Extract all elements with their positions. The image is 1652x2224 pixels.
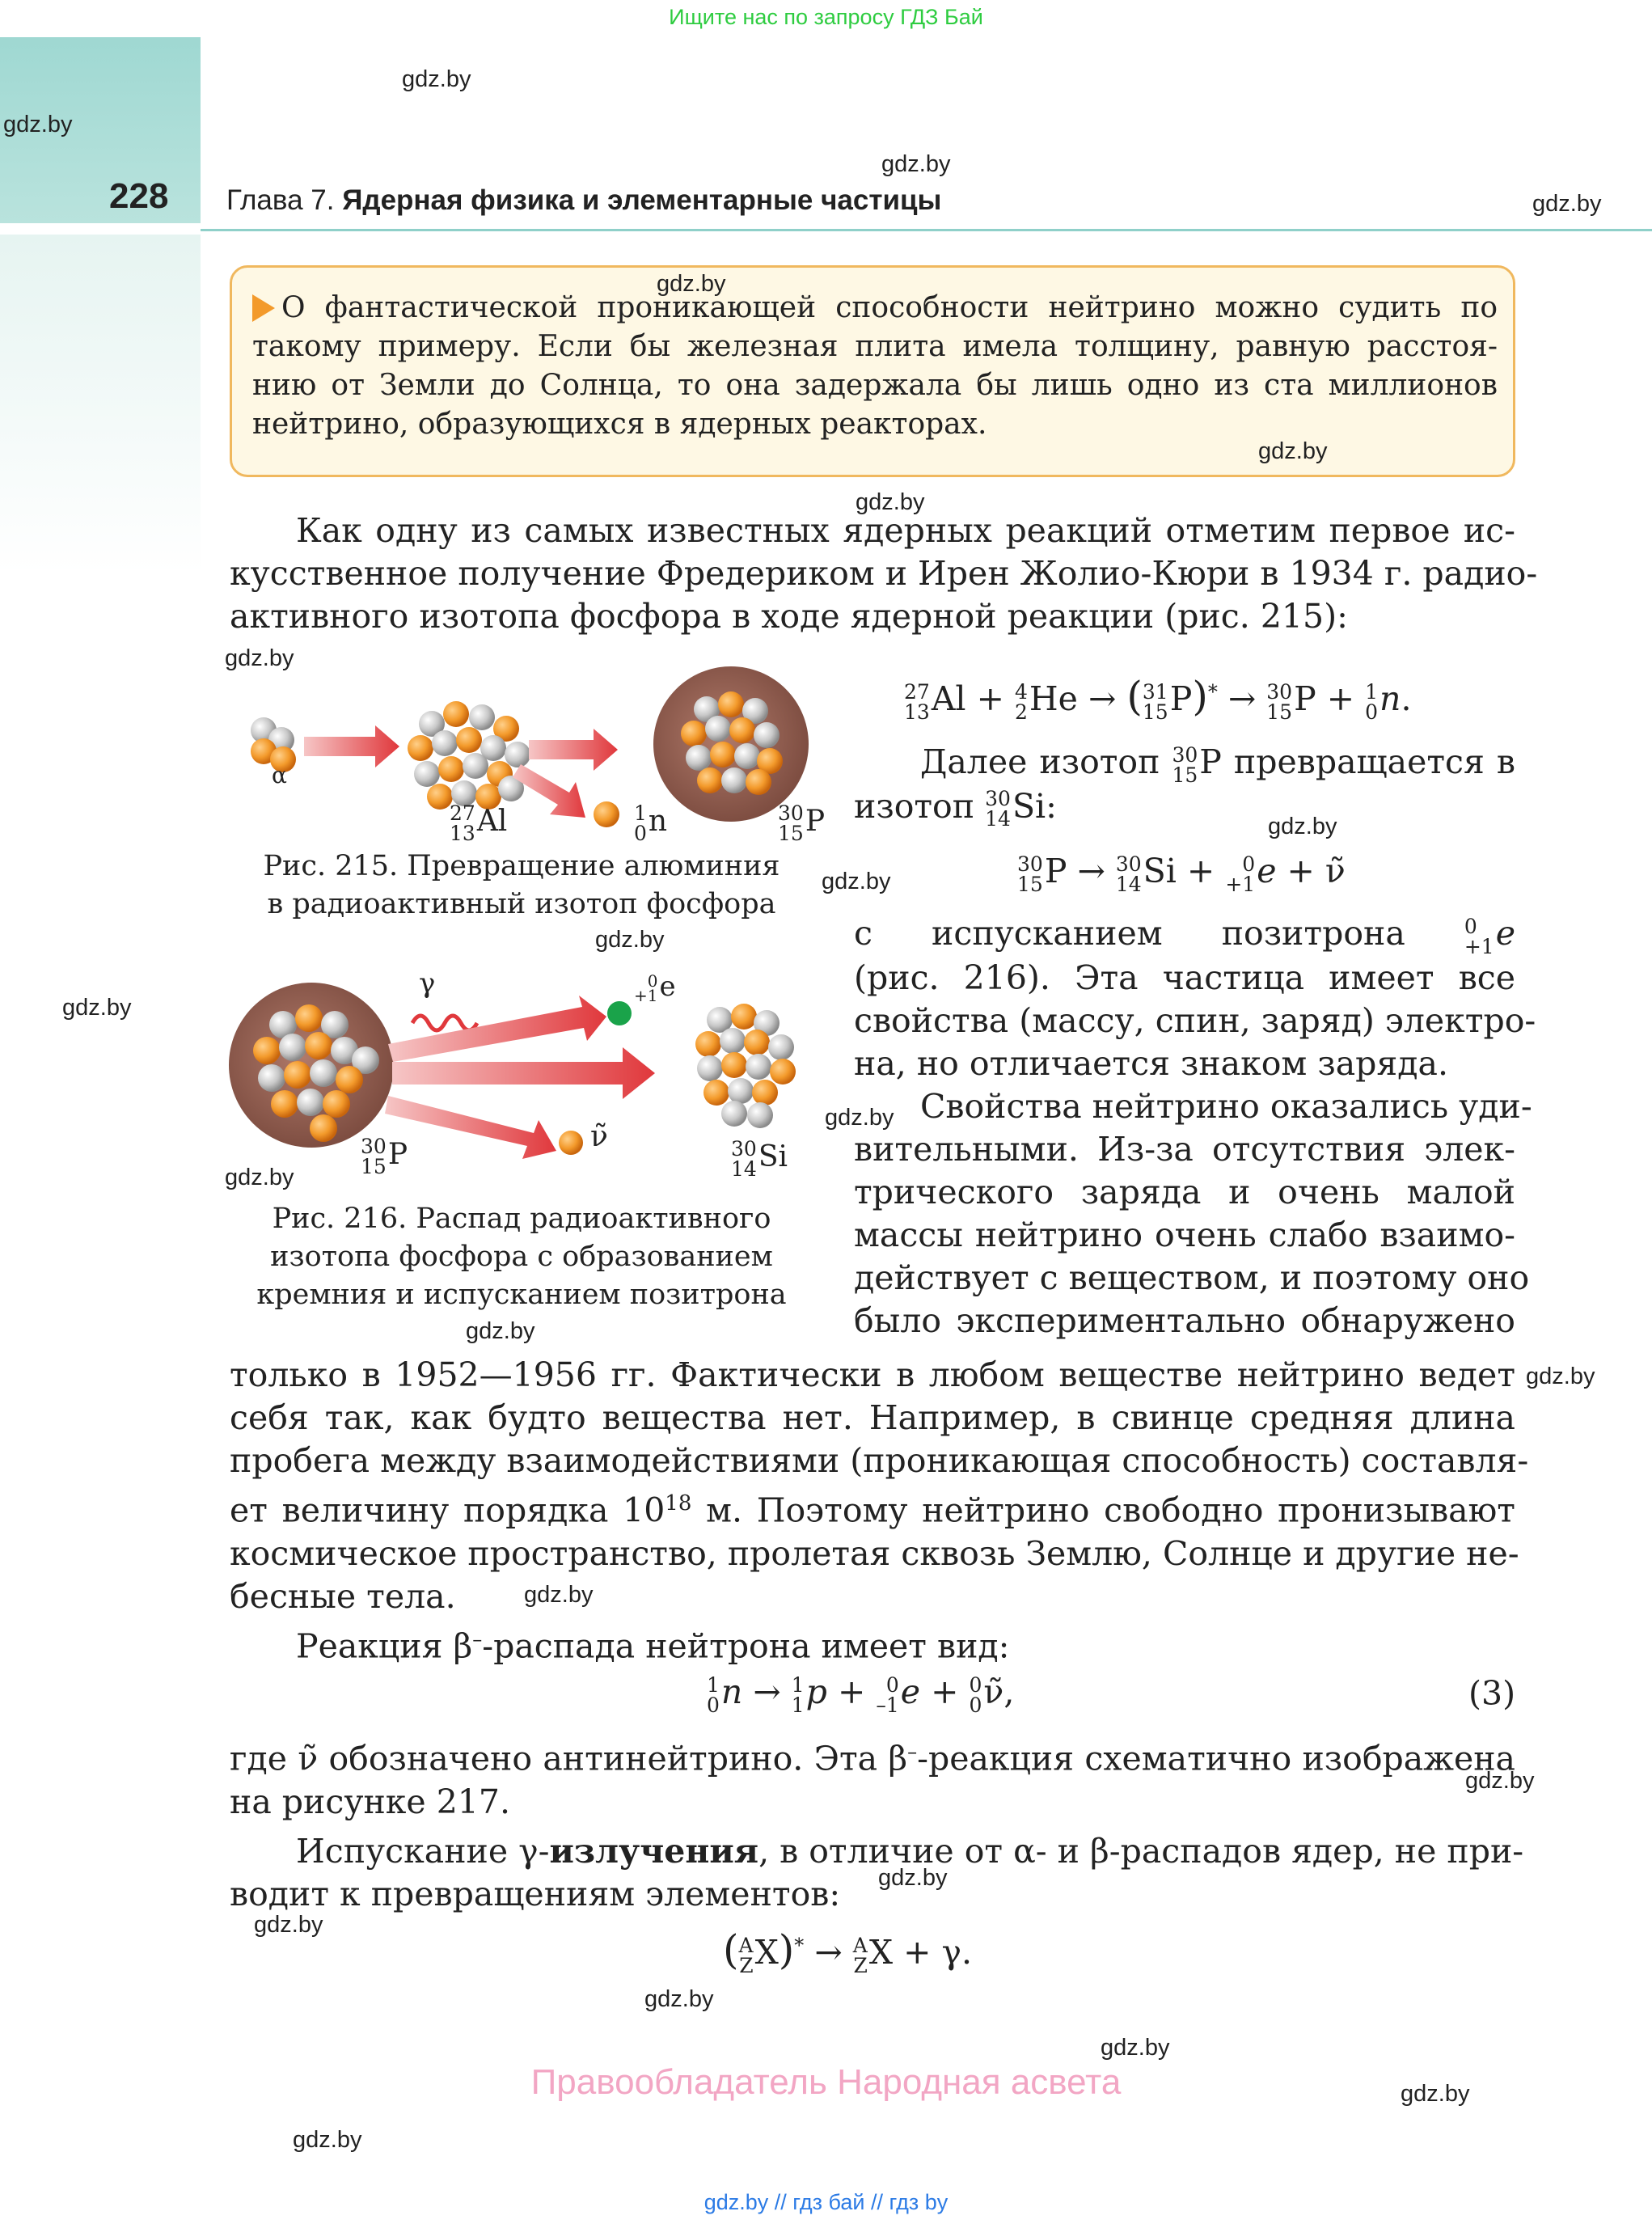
body-line: космическое пространство, пролетая сквозь Землю, Солнце и другие не- — [230, 1533, 1519, 1573]
intro-line: Как одну из самых известных ядерных реакций отметим первое ис- — [296, 511, 1515, 550]
footer-links[interactable]: gdz.by // гдз бай // гдз by — [703, 2190, 949, 2214]
caption-fig-215: Рис. 215. Превращение алюминия в радиоактивный изотоп фосфора — [263, 850, 780, 920]
column-line: свойства (массу, спин, заряд) электро- — [854, 1000, 1536, 1040]
neutron — [594, 801, 619, 827]
top-banner[interactable]: Ищите нас по запросу ГДЗ Бай — [669, 5, 983, 29]
watermark: gdz.by — [878, 1865, 948, 1891]
watermark: gdz.by — [1401, 2081, 1470, 2107]
watermark: gdz.by — [524, 1582, 594, 1608]
header-rule — [201, 229, 1652, 231]
note-line: О фантастической проникающей способности нейтрино можно судить по — [281, 291, 1498, 324]
copyright-notice: Правообладатель Народная асвета — [530, 2062, 1122, 2102]
column-line: было экспериментально обнаружено — [854, 1300, 1515, 1340]
si-nucleus — [695, 1004, 796, 1128]
antineutrino-paragraph: где ν̃ обозначено антинейтрино. Эта β–-реакция схематично изображена на рисунке 217. Испускание γ-излучения, в отличие от α- и β-распадов ядер, не при- водит к превращениям элементов: — [230, 1739, 1524, 1913]
watermark: gdz.by — [881, 151, 951, 177]
watermark: gdz.by — [1532, 191, 1602, 217]
watermark: gdz.by — [595, 927, 665, 953]
chapter-header — [226, 184, 941, 217]
figure-215 — [230, 659, 844, 845]
watermark: gdz.by — [1101, 2035, 1170, 2061]
watermark: gdz.by — [466, 1318, 535, 1344]
note-line: нию от Земли до Солнца, то она задержала бы лишь одно из ста миллионов — [252, 369, 1498, 402]
neutrino — [559, 1131, 583, 1155]
p-nucleus — [653, 666, 809, 822]
label-alpha: α — [272, 762, 287, 789]
arrow-neutrino — [385, 1096, 556, 1159]
label-e: 0 +1 e — [634, 970, 676, 1005]
column-line: трического заряда и очень малой — [854, 1172, 1515, 1211]
arrow-positron — [388, 996, 606, 1062]
body-line: только в 1952—1956 гг. Фактически в любом веществе нейтрино ведет — [230, 1355, 1515, 1394]
label-si: 30 14 Si — [731, 1137, 788, 1181]
watermark: gdz.by — [402, 66, 471, 92]
watermark: gdz.by — [62, 995, 132, 1021]
positron — [607, 1001, 632, 1025]
watermark: gdz.by — [254, 1912, 323, 1938]
intro-line: кусственное получение Фредериком и Ирен Жолио-Кюри в 1934 г. радио- — [230, 554, 1538, 593]
equation-beta-decay: 1 0 n → 1 1 p + 0 –1 e + 0 0 ν̃, — [707, 1672, 1015, 1717]
arrow-in — [304, 725, 399, 767]
chapter-title: Ядерная физика и элементарные частицы — [342, 184, 942, 216]
text-further: Далее изотоп — [920, 742, 1160, 781]
column-line: на, но отличается знаком заряда. — [854, 1043, 1448, 1083]
caption-fig-216: Рис. 216. Распад радиоактивного изотопа фосфора с образованием кремния и испусканием позитрона — [256, 1203, 787, 1311]
equation-p-si: 30 15 P → 30 14 Si + 0 +1 e + ν̃ — [1017, 852, 1346, 896]
watermark: gdz.by — [644, 1986, 714, 2012]
body-line: пробега между взаимодействиями (проникающая способность) составля- — [230, 1441, 1529, 1480]
note-line: нейтрино, образующихся в ядерных реакторах. — [252, 408, 987, 441]
play-marker-icon — [252, 294, 275, 322]
p-nucleus-decay — [229, 983, 394, 1148]
body-line: ет величину порядка $10^{18}$ м. Поэтому нейтрино свободно пронизывают — [230, 1490, 1515, 1530]
beta-intro: Реакция β–-распада нейтрона имеет вид: — [296, 1626, 1010, 1666]
watermark: gdz.by — [1526, 1364, 1595, 1389]
note-line: такому примеру. Если бы железная плита имела толщину, равную расстоя- — [252, 330, 1498, 363]
isotope-text: Далее изотоп 30 15 P превращается в изотоп 30 14 Si: — [854, 742, 1515, 831]
arrow-silicon — [392, 1047, 655, 1099]
body-line: бесные тела. — [230, 1576, 456, 1616]
column-line: действует с веществом, и поэтому оно — [854, 1258, 1530, 1297]
label-n: 1 0 n — [634, 801, 668, 845]
label-al: 27 13 Al — [450, 801, 508, 845]
watermark: gdz.by — [856, 489, 925, 515]
watermark: gdz.by — [657, 271, 726, 297]
intro-line: активного изотопа фосфора в ходе ядерной реакции (рис. 215): — [230, 597, 1348, 636]
equation-gamma: ( A Z X)* → A Z X + γ. — [723, 1926, 973, 1977]
watermark: gdz.by — [1258, 438, 1328, 464]
equation-number: (3) — [1468, 1674, 1516, 1713]
column-paragraph: с испусканием позитрона 0 +1 e (рис. 216). Эта частица имеет все свойства (массу, спин, заряд) электро- на, но отличается знаком заряда. Свойства нейтрино оказались уди- вительными. Из-за отсутствия элек- трического заряда и очень малой массы нейтрино очень слабо взаимо- действует с веществом, и поэтому оно было экспериментально обнаружено — [854, 912, 1515, 1342]
column-line: вительными. Из-за отсутствия элек- — [854, 1129, 1515, 1169]
watermark: gdz.by — [293, 2127, 362, 2153]
watermark: gdz.by — [225, 1165, 294, 1190]
body-paragraph — [230, 1354, 1529, 1668]
side-band-fade — [0, 235, 201, 574]
column-line: (рис. 216). Эта частица имеет все — [854, 958, 1515, 997]
label-p: 30 15 P — [778, 801, 826, 845]
label-nu: ν̃ — [590, 1120, 608, 1153]
body-line: себя так, как будто вещества нет. Например, в свинце средняя длина — [230, 1398, 1515, 1437]
label-p-216: 30 15 P — [361, 1135, 408, 1178]
watermark: gdz.by — [1268, 814, 1337, 839]
al-nucleus — [408, 701, 530, 810]
gamma-wave — [412, 1016, 477, 1030]
watermark: gdz.by — [1465, 1768, 1535, 1794]
intro-paragraph — [230, 509, 1538, 638]
watermark: gdz.by — [822, 869, 891, 894]
text-transforms: превращается в — [1233, 742, 1515, 781]
note-text — [252, 289, 1498, 444]
chapter-prefix: Глава 7. — [226, 184, 335, 216]
equation-al-he: 27 13 Al + 4 2 He → ( 31 15 P)* → 30 15 P + 1 0 n. — [904, 673, 1412, 724]
page-number: 228 — [109, 176, 169, 216]
column-line: массы нейтрино очень слабо взаимо- — [854, 1215, 1515, 1254]
column-line: Свойства нейтрино оказались уди- — [920, 1086, 1532, 1126]
arrow-out — [529, 729, 618, 771]
watermark: gdz.by — [825, 1105, 894, 1131]
label-gamma: γ — [419, 967, 436, 1000]
watermark: gdz.by — [225, 645, 294, 671]
watermark: gdz.by — [3, 112, 73, 137]
